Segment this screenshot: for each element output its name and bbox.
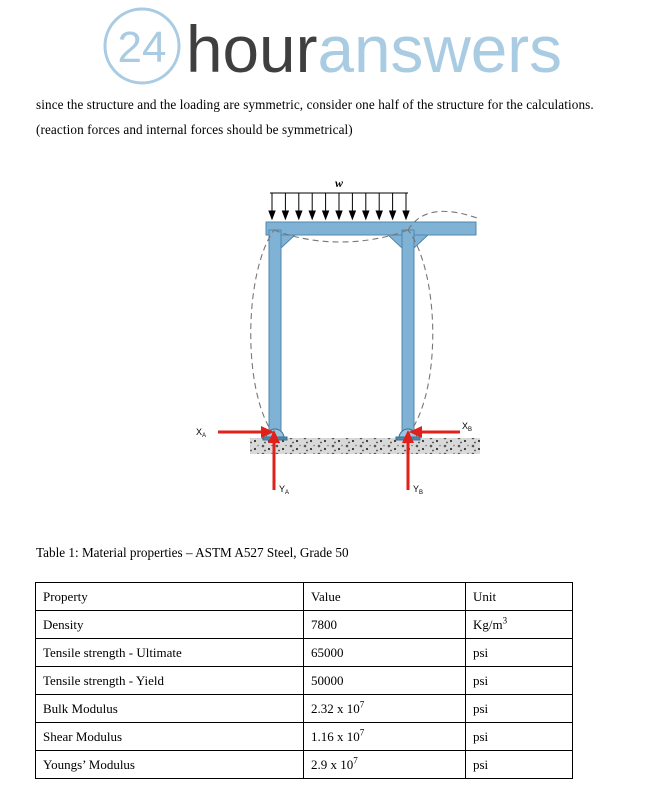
property-cell: Tensile strength - Yield <box>36 667 304 695</box>
value-cell: 65000 <box>304 639 466 667</box>
24houranswers-logo <box>98 6 568 86</box>
load-arrow-head <box>323 211 329 219</box>
load-arrow-head <box>376 211 382 219</box>
yb-label: $Y_B$ <box>413 484 424 496</box>
load-label: w <box>334 176 344 190</box>
load-arrow-head <box>296 211 302 219</box>
value-cell: 7800 <box>304 611 466 639</box>
material-properties-table <box>35 582 573 779</box>
property-cell: Youngs’ Modulus <box>36 751 304 779</box>
xb-label: $X_B$ <box>462 421 473 433</box>
load-arrow-head <box>336 211 342 219</box>
unit-cell: $Kg/m^3$ <box>466 611 573 639</box>
table-row <box>36 695 573 723</box>
table-caption: Table 1: Material properties – ASTM A527 Steel, Grade 50 <box>36 545 349 560</box>
frame-diagram <box>190 172 490 502</box>
load-arrow-head <box>282 211 288 219</box>
intro-paragraph: since the structure and the loading are symmetric, consider one half of the structure for the calculations. (reaction forces and internal forces should be symmetrical) <box>36 97 594 137</box>
table-row <box>36 751 573 779</box>
load-arrow-head <box>349 211 355 219</box>
right-column <box>402 230 414 434</box>
property-cell: Density <box>36 611 304 639</box>
value-cell: 50000 <box>304 667 466 695</box>
load-arrow-head <box>269 211 275 219</box>
unit-cell: psi <box>466 667 573 695</box>
value-cell: 2.32 x $10^7$ <box>304 695 466 723</box>
distributed-load <box>269 193 409 219</box>
logo-hour: hour <box>186 12 319 86</box>
property-cell: Shear Modulus <box>36 723 304 751</box>
top-beam <box>266 222 476 235</box>
unit-cell: psi <box>466 723 573 751</box>
unit-cell: psi <box>466 751 573 779</box>
table-header-row <box>36 583 573 611</box>
header-unit: Unit <box>466 583 573 611</box>
value-cell: 2.9 x $10^7$ <box>304 751 466 779</box>
property-cell: Bulk Modulus <box>36 695 304 723</box>
value-cell: 1.16 x $10^7$ <box>304 723 466 751</box>
right-knee-brace-outer <box>414 235 428 248</box>
logo-number: 24 <box>117 23 167 72</box>
unit-cell: psi <box>466 639 573 667</box>
load-arrow-head <box>309 211 315 219</box>
frame <box>266 222 476 434</box>
deflected-shape <box>251 211 480 435</box>
reaction-arrows <box>218 426 460 490</box>
table-row <box>36 611 573 639</box>
table-row <box>36 723 573 751</box>
property-cell: Tensile strength - Ultimate <box>36 639 304 667</box>
left-knee-brace <box>281 235 295 248</box>
header-property: Property <box>36 583 304 611</box>
right-knee-brace <box>388 235 402 248</box>
load-arrow-head <box>363 211 369 219</box>
xa-label: $X_A$ <box>196 427 207 439</box>
ya-label: $Y_A$ <box>279 484 290 496</box>
table-row <box>36 667 573 695</box>
load-arrow-head <box>403 211 409 219</box>
header-value: Value <box>304 583 466 611</box>
load-arrow-head <box>390 211 396 219</box>
table-row <box>36 639 573 667</box>
unit-cell: psi <box>466 695 573 723</box>
logo-answers: answers <box>317 12 564 86</box>
left-column <box>269 230 281 434</box>
logo-wordmark <box>186 12 562 86</box>
